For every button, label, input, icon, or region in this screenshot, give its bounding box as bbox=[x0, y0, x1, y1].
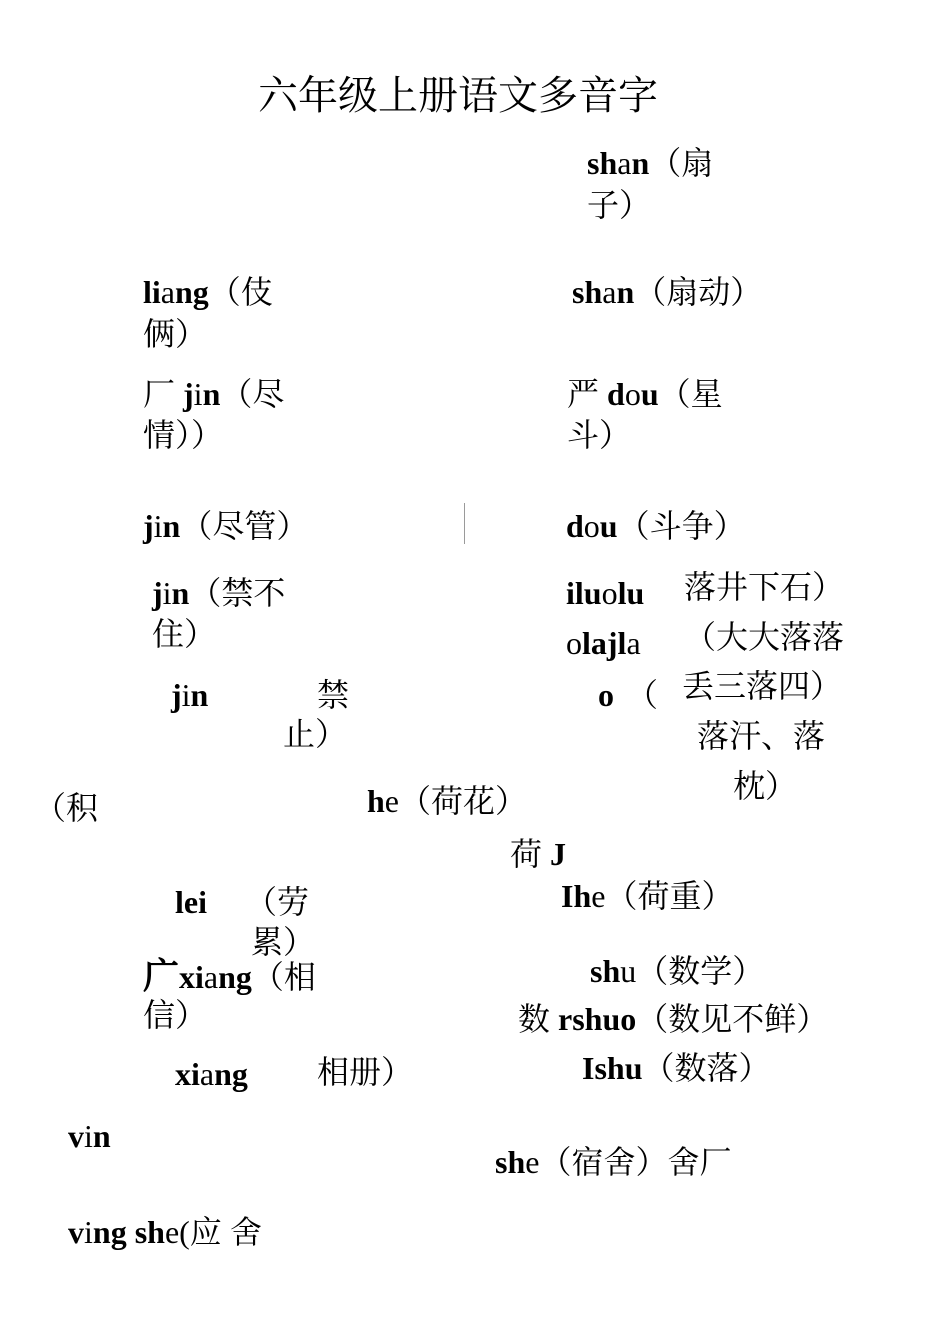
word-text: （尽管） bbox=[180, 508, 309, 544]
word-text: （数落） bbox=[642, 1050, 771, 1086]
entry-ying-she-overlap: 舍 bbox=[230, 1214, 263, 1250]
entry-jin-jinqing bbox=[143, 378, 284, 410]
pinyin-bold: ng bbox=[218, 959, 252, 995]
pinyin-bold: sh bbox=[587, 145, 618, 181]
entry-luo-line2 bbox=[566, 627, 641, 659]
pinyin-bold: j bbox=[183, 376, 194, 412]
pinyin-bold: u bbox=[640, 376, 659, 412]
pinyin-bold: n bbox=[171, 575, 190, 611]
pinyin-bold: j bbox=[143, 508, 154, 544]
entry-shan-shanzi bbox=[587, 147, 713, 179]
entry-shan-shandong bbox=[572, 276, 762, 308]
entry-she-sushe bbox=[495, 1146, 731, 1178]
pinyin-bold: d bbox=[566, 508, 584, 544]
entry-xiang-xiangxin-cont: 信） bbox=[143, 997, 208, 1033]
entry-lei-cont: 累） bbox=[251, 924, 316, 960]
entry-ji-fragment: （积 bbox=[34, 790, 99, 826]
word-text: （星 bbox=[658, 376, 723, 412]
word-text: （劳 bbox=[244, 884, 309, 920]
pinyin-bold: sh bbox=[590, 953, 621, 989]
bracket-glyph: 严 bbox=[567, 376, 600, 412]
word-text: （扇动） bbox=[634, 274, 763, 310]
pinyin-bold: ilu bbox=[566, 575, 602, 611]
pinyin-bold: lu bbox=[617, 575, 645, 611]
pinyin-bold: h bbox=[367, 783, 385, 819]
pinyin-vowel: a bbox=[203, 959, 219, 995]
pinyin-vowel: o bbox=[624, 376, 641, 412]
pinyin-bold: d bbox=[607, 376, 625, 412]
word-text: （尽 bbox=[220, 376, 285, 412]
entry-yin bbox=[68, 1120, 111, 1152]
pinyin-bold: li bbox=[143, 274, 161, 310]
pinyin-bold: ng bbox=[174, 274, 209, 310]
entry-luo-zhen: 枕） bbox=[733, 768, 798, 804]
entry-dou-xingdou-cont: 斗） bbox=[567, 417, 632, 453]
pinyin-bold: u bbox=[599, 508, 618, 544]
word-text: （扇 bbox=[649, 145, 714, 181]
pinyin-bold: v bbox=[68, 1214, 84, 1250]
word-text: （宿舍）舍厂 bbox=[539, 1144, 732, 1180]
entry-luo-dadaluoluo: （大大落落 bbox=[684, 619, 845, 655]
entry-he-char bbox=[510, 838, 566, 870]
pinyin-bold: v bbox=[68, 1118, 84, 1154]
pinyin-vowel: e bbox=[384, 783, 399, 819]
entry-jin-jinguan bbox=[143, 510, 308, 542]
word-text: （ bbox=[626, 677, 659, 713]
pinyin-bold: lei bbox=[175, 884, 207, 920]
pinyin-vowel: i bbox=[181, 677, 191, 713]
pinyin-bold: jl bbox=[606, 625, 627, 661]
pinyin-vowel: a bbox=[199, 1056, 215, 1092]
pinyin-vowel: e bbox=[525, 1144, 540, 1180]
word-text: （数见不鲜） bbox=[636, 1001, 829, 1037]
pinyin-bold: n bbox=[631, 145, 650, 181]
entry-jin-jinzhi bbox=[171, 679, 208, 711]
bracket-glyph: 厂 bbox=[143, 376, 176, 412]
pinyin-vowel: a bbox=[626, 625, 641, 661]
pinyin-bold: ng sh bbox=[92, 1214, 165, 1250]
entry-liang bbox=[143, 276, 273, 308]
pinyin-vowel: i bbox=[162, 575, 172, 611]
entry-xiang-xiangce bbox=[175, 1058, 248, 1090]
pinyin-bold: o bbox=[598, 677, 614, 713]
entry-xiang-xiangxin bbox=[143, 958, 316, 994]
pinyin-bold: rshuo bbox=[558, 1001, 637, 1037]
word-text: 荷 bbox=[510, 836, 551, 872]
bracket-glyph: 广 bbox=[143, 956, 180, 996]
pinyin-bold: la bbox=[582, 625, 607, 661]
pinyin-bold: j bbox=[171, 677, 182, 713]
word-text: （数学） bbox=[636, 953, 765, 989]
entry-luo-line3 bbox=[598, 679, 658, 711]
pinyin-bold: ng bbox=[214, 1056, 248, 1092]
pinyin-bold: Ih bbox=[561, 878, 592, 914]
pinyin-vowel: a bbox=[160, 274, 175, 310]
entry-jin-jinzhi-char: 禁 bbox=[317, 677, 350, 713]
word-text: （荷花） bbox=[399, 783, 528, 819]
word-text: （荷重） bbox=[605, 878, 734, 914]
pinyin-bold: J bbox=[550, 836, 567, 872]
column-divider bbox=[464, 503, 465, 544]
word-text: (应 bbox=[179, 1214, 222, 1250]
entry-jin-jinqing-cont: 情）） bbox=[143, 417, 224, 453]
entry-he-hehua bbox=[367, 785, 527, 817]
pinyin-bold: xi bbox=[179, 959, 204, 995]
entry-shuo-shuojianbuxian bbox=[518, 1003, 828, 1035]
pinyin-bold: sh bbox=[572, 274, 603, 310]
entry-luo-diusanluosi: 丢三落四） bbox=[682, 668, 843, 704]
entry-xiang-xiangce-word: 相册） bbox=[317, 1054, 414, 1090]
pinyin-bold: n bbox=[92, 1118, 111, 1154]
entry-dou-douzheng bbox=[566, 510, 746, 542]
pinyin-vowel: i bbox=[193, 376, 203, 412]
entry-jin-jinbuzhu bbox=[152, 577, 285, 609]
entry-shan-shanzi-cont: 子） bbox=[587, 187, 652, 223]
word-text: （伎 bbox=[208, 274, 273, 310]
pinyin-bold: n bbox=[162, 508, 181, 544]
entry-dou-xingdou bbox=[567, 378, 723, 410]
pinyin-vowel: o bbox=[583, 508, 600, 544]
pinyin-bold: n bbox=[616, 274, 635, 310]
entry-lei bbox=[175, 886, 309, 918]
entry-luo-luohan: 落汗、落 bbox=[697, 718, 826, 754]
page-title: 六年级上册语文多音字 bbox=[258, 73, 658, 118]
entry-luo-line1 bbox=[566, 577, 644, 609]
pinyin-vowel: i bbox=[84, 1214, 93, 1250]
entry-ying-she bbox=[68, 1216, 222, 1248]
pinyin-vowel: a bbox=[602, 274, 617, 310]
entry-shu-shuxue bbox=[590, 955, 764, 987]
entry-luo-luojingxiashi: 落井下石） bbox=[684, 569, 845, 605]
entry-he-hezhong bbox=[561, 880, 733, 912]
word-text: （斗争） bbox=[617, 508, 746, 544]
pinyin-bold: Ishu bbox=[582, 1050, 643, 1086]
entry-liang-cont: 俩） bbox=[143, 316, 208, 352]
pinyin-vowel: e bbox=[591, 878, 606, 914]
pinyin-vowel: i bbox=[153, 508, 163, 544]
word-text: 数 bbox=[518, 1001, 559, 1037]
pinyin-bold: xi bbox=[175, 1056, 200, 1092]
pinyin-vowel: o bbox=[566, 625, 582, 661]
pinyin-vowel: o bbox=[601, 575, 618, 611]
pinyin-vowel: e bbox=[164, 1214, 180, 1250]
pinyin-vowel: i bbox=[84, 1118, 93, 1154]
pinyin-bold: n bbox=[190, 677, 209, 713]
pinyin-bold: sh bbox=[495, 1144, 526, 1180]
pinyin-vowel: u bbox=[620, 953, 637, 989]
pinyin-vowel: a bbox=[617, 145, 632, 181]
entry-jin-jinzhi-cont: 止） bbox=[283, 716, 348, 752]
entry-jin-jinbuzhu-cont: 住） bbox=[152, 616, 217, 652]
word-text: （相 bbox=[251, 959, 316, 995]
pinyin-bold: j bbox=[152, 575, 163, 611]
word-text: （禁不 bbox=[189, 575, 286, 611]
pinyin-bold: n bbox=[202, 376, 221, 412]
entry-shu-shuluo bbox=[582, 1052, 771, 1084]
